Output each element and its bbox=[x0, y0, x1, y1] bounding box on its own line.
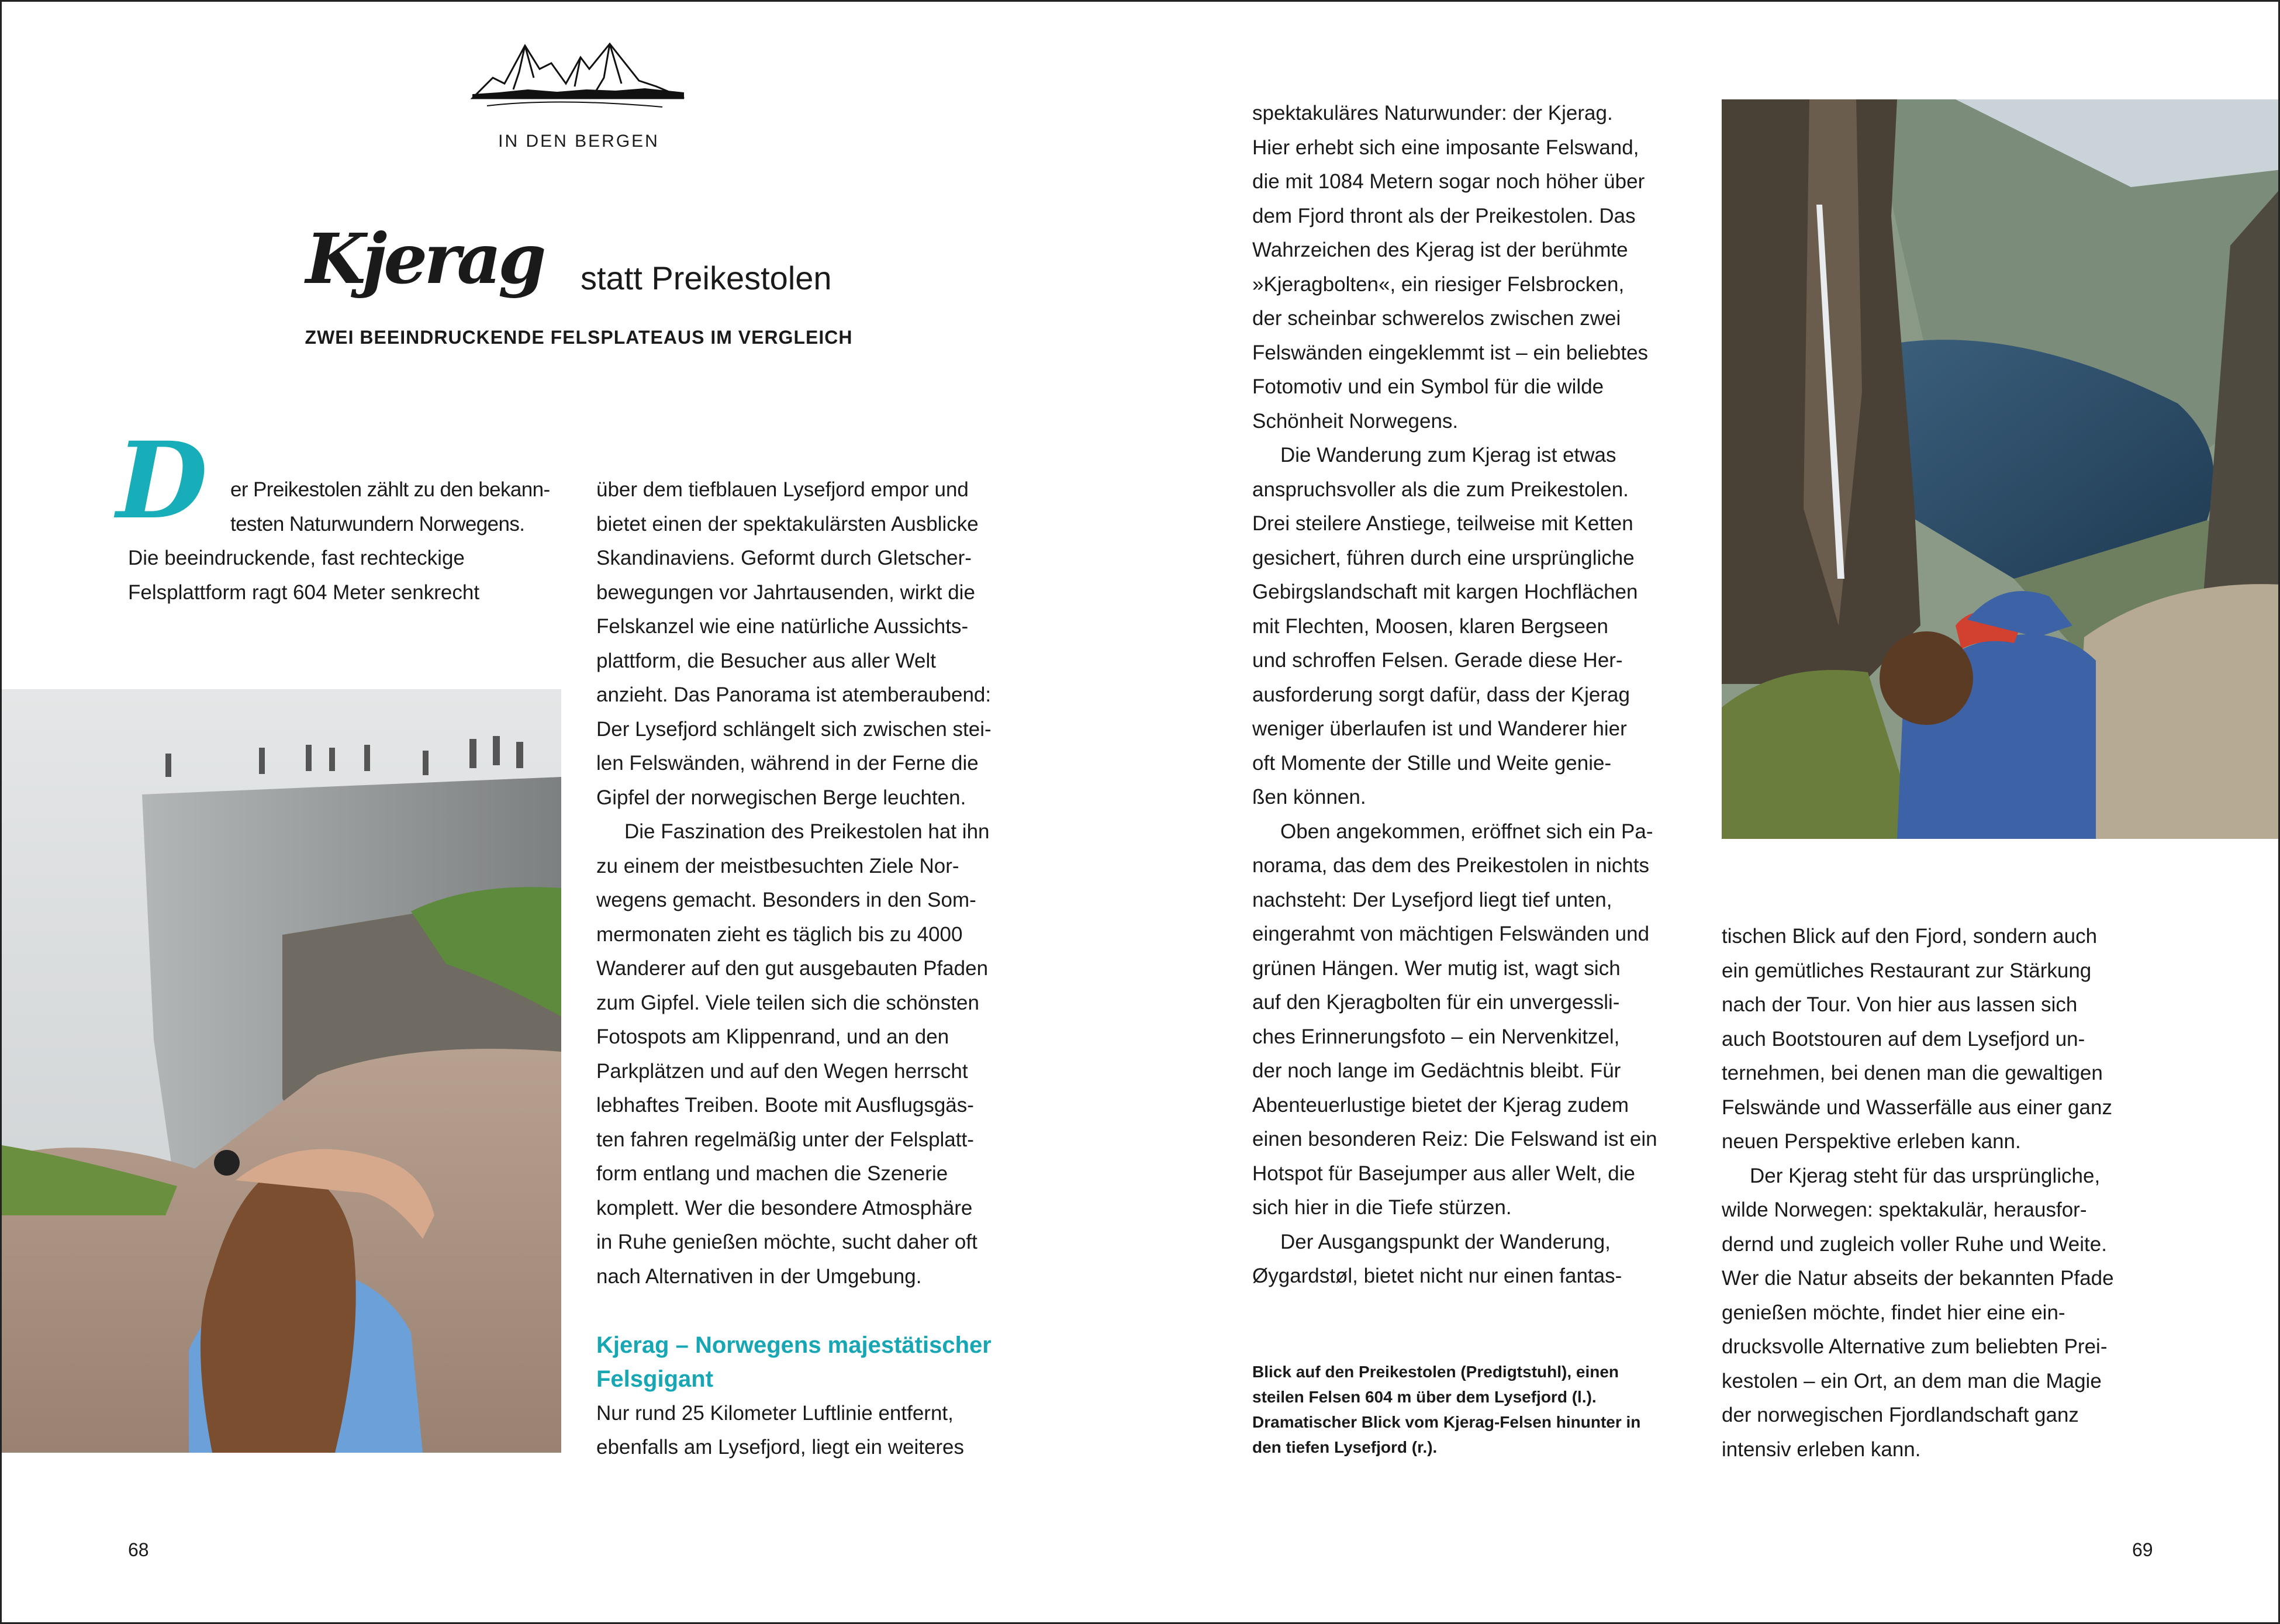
text-line: ten fahren regelmäßig unter der Felsplatt- bbox=[596, 1128, 974, 1151]
text-line: Fotomotiv und ein Symbol für die wilde bbox=[1252, 375, 1604, 398]
text-line: Oben angekommen, eröffnet sich ein Pa- bbox=[1280, 820, 1653, 843]
photo-caption bbox=[1252, 1359, 1640, 1460]
text-line: wegens gemacht. Besonders in den Som- bbox=[596, 889, 976, 911]
text-line: Wahrzeichen des Kjerag ist der berühmte bbox=[1252, 239, 1628, 261]
text-line: kestolen – ein Ort, an dem man die Magie bbox=[1722, 1369, 2102, 1393]
text-line: nach Alternativen in der Umgebung. bbox=[596, 1264, 922, 1288]
title-script: Kjerag bbox=[306, 218, 543, 299]
text-line: spektakuläres Naturwunder: der Kjerag. bbox=[1252, 102, 1613, 125]
text-line: der norwegischen Fjordlandschaft ganz bbox=[1722, 1404, 2079, 1426]
section-kicker: IN DEN BERGEN bbox=[498, 132, 659, 151]
text-line: Die Faszination des Preikestolen hat ihn bbox=[624, 820, 990, 843]
text-line: einen besonderen Reiz: Die Felswand ist ein bbox=[1252, 1128, 1657, 1150]
text-line: komplett. Wer die besondere Atmosphäre bbox=[596, 1196, 973, 1219]
text-line: ßen können. bbox=[1252, 786, 1366, 808]
text-line: der scheinbar schwerelos zwischen zwei bbox=[1252, 307, 1621, 330]
text-line: »Kjeragbolten«, ein riesiger Felsbrocken, bbox=[1252, 272, 1625, 296]
text-line: len Felswänden, während in der Ferne die bbox=[596, 752, 979, 775]
text-line: auch Bootstouren auf dem Lysefjord un- bbox=[1722, 1027, 2085, 1051]
page-number-right: 69 bbox=[2132, 1539, 2153, 1560]
text-column-2 bbox=[596, 473, 992, 1465]
text-line: Wer die Natur abseits der bekannten Pfade bbox=[1722, 1267, 2114, 1290]
text-line: Abenteuerlustige bietet der Kjerag zudem bbox=[1252, 1093, 1629, 1117]
text-line: ches Erinnerungsfoto – ein Nervenkitzel, bbox=[1252, 1025, 1620, 1048]
mountain-illustration-icon bbox=[469, 37, 687, 110]
text-line: anspruchsvoller als die zum Preikestolen. bbox=[1252, 478, 1629, 501]
text-line: auf den Kjeragbolten für ein unvergessli- bbox=[1252, 991, 1620, 1014]
text-line: Wanderer auf den gut ausgebauten Pfaden bbox=[596, 957, 989, 980]
text-line: die mit 1084 Metern sogar noch höher über bbox=[1252, 170, 1645, 193]
photo-kjerag bbox=[1722, 99, 2280, 839]
text-line: dernd und zugleich voller Ruhe und Weite. bbox=[1722, 1232, 2107, 1256]
text-line: Nur rund 25 Kilometer Luftlinie entfernt, bbox=[596, 1401, 954, 1425]
text-line: Schönheit Norwegens. bbox=[1252, 409, 1459, 433]
text-line: genießen möchte, findet hier eine ein- bbox=[1722, 1301, 2065, 1324]
photo-preikestolen bbox=[2, 689, 561, 1453]
text-line: Felskanzel wie eine natürliche Aussichts- bbox=[596, 615, 969, 638]
text-line: nachsteht: Der Lysefjord liegt tief unten, bbox=[1252, 888, 1612, 911]
text-line: mit Flechten, Moosen, klaren Bergseen bbox=[1252, 614, 1608, 638]
page-title bbox=[306, 218, 949, 329]
text-column-3 bbox=[1252, 96, 1657, 1294]
caption-line: steilen Felsen 604 m über dem Lysefjord (l.). bbox=[1252, 1388, 1597, 1406]
text-line: oft Momente der Stille und Weite genie- bbox=[1252, 751, 1612, 775]
text-line: Gebirgslandschaft mit kargen Hochflächen bbox=[1252, 581, 1638, 603]
drop-cap: D bbox=[116, 419, 208, 543]
text-line: form entlang und machen die Szenerie bbox=[596, 1162, 948, 1185]
text-line: neuen Perspektive erleben kann. bbox=[1722, 1130, 2021, 1153]
text-line: ebenfalls am Lysefjord, liegt ein weiteres bbox=[596, 1436, 965, 1459]
text-line: zum Gipfel. Viele teilen sich die schönsten bbox=[596, 991, 979, 1014]
title-rest: statt Preikestolen bbox=[581, 260, 832, 296]
text-line: norama, das dem des Preikestolen in nichts bbox=[1252, 854, 1649, 877]
text-line: Parkplätzen und auf den Wegen herrscht bbox=[596, 1059, 968, 1083]
text-line: anzieht. Das Panorama ist atemberaubend: bbox=[596, 683, 992, 706]
text-line: Felswände und Wasserfälle aus einer ganz bbox=[1722, 1096, 2112, 1119]
text-line: ein gemütliches Restaurant zur Stärkung bbox=[1722, 959, 2092, 982]
text-line: Hotspot für Basejumper aus aller Welt, die bbox=[1252, 1162, 1635, 1185]
text-line: dem Fjord thront als der Preikestolen. Das bbox=[1252, 204, 1636, 227]
text-line: Die beeindruckende, fast rechteckige bbox=[128, 547, 465, 569]
text-line: ternehmen, bei denen man die gewaltigen bbox=[1722, 1062, 2103, 1084]
text-column-1 bbox=[128, 473, 550, 610]
text-line: der noch lange im Gedächtnis bleibt. Für bbox=[1252, 1059, 1621, 1082]
text-line: Der Lysefjord schlängelt sich zwischen stei- bbox=[596, 717, 992, 741]
caption-line: Dramatischer Blick vom Kjerag-Felsen hinunter in bbox=[1252, 1413, 1641, 1431]
text-line: bietet einen der spektakulärsten Ausblicke bbox=[596, 512, 979, 535]
text-line: ausforderung sorgt dafür, dass der Kjerag bbox=[1252, 683, 1630, 706]
caption-line: den tiefen Lysefjord (r.). bbox=[1252, 1438, 1438, 1456]
text-line: Hier erhebt sich eine imposante Felswand, bbox=[1252, 136, 1639, 159]
text-line: zu einem der meistbesuchten Ziele Nor- bbox=[596, 854, 959, 877]
page-subtitle: ZWEI BEEINDRUCKENDE FELSPLATEAUS IM VERGLEICH bbox=[305, 327, 853, 348]
text-line: intensiv erleben kann. bbox=[1722, 1438, 1921, 1461]
text-line: eingerahmt von mächtigen Felswänden und bbox=[1252, 922, 1650, 945]
text-line: und schroffen Felsen. Gerade diese Her- bbox=[1252, 649, 1623, 672]
text-line: Skandinaviens. Geformt durch Gletscher- bbox=[596, 547, 972, 569]
text-line: plattform, die Besucher aus aller Welt bbox=[596, 649, 937, 672]
text-line: Felsplattform ragt 604 Meter senkrecht bbox=[128, 581, 480, 604]
text-line: Fotospots am Klippenrand, und an den bbox=[596, 1025, 949, 1048]
text-line: weniger überlaufen ist und Wanderer hier bbox=[1252, 717, 1627, 740]
text-line: wilde Norwegen: spektakulär, herausfor- bbox=[1722, 1198, 2087, 1221]
section-heading-line: Felsgigant bbox=[596, 1366, 714, 1392]
text-line: Felswänden eingeklemmt ist – ein beliebtes bbox=[1252, 341, 1649, 364]
text-line: lebhaftes Treiben. Boote mit Ausflugsgäs- bbox=[596, 1094, 974, 1117]
page-number-left: 68 bbox=[128, 1539, 149, 1560]
text-line: drucksvolle Alternative zum beliebten Prei- bbox=[1722, 1335, 2108, 1358]
text-line: bewegungen vor Jahrtausenden, wirkt die bbox=[596, 581, 975, 604]
text-line: nach der Tour. Von hier aus lassen sich bbox=[1722, 993, 2078, 1016]
text-line: Der Kjerag steht für das ursprüngliche, bbox=[1750, 1164, 2101, 1187]
text-line: Øygardstøl, bietet nicht nur einen fantas- bbox=[1252, 1264, 1622, 1287]
text-line: gesichert, führen durch eine ursprüngliche bbox=[1252, 546, 1635, 569]
text-line: tischen Blick auf den Fjord, sondern auch bbox=[1722, 925, 2098, 948]
text-line: in Ruhe genießen möchte, sucht daher oft bbox=[596, 1231, 977, 1253]
text-line bbox=[596, 1294, 992, 1328]
text-line: grünen Hängen. Wer mutig ist, wagt sich bbox=[1252, 956, 1621, 980]
text-line: er Preikestolen zählt zu den bekann- bbox=[230, 478, 550, 501]
caption-line: Blick auf den Preikestolen (Predigtstuhl), einen bbox=[1252, 1363, 1619, 1381]
text-line: über dem tiefblauen Lysefjord empor und bbox=[596, 478, 969, 501]
text-column-4 bbox=[1722, 920, 2114, 1467]
text-line: Drei steilere Anstiege, teilweise mit Ketten bbox=[1252, 512, 1633, 535]
text-line: sich hier in die Tiefe stürzen. bbox=[1252, 1196, 1512, 1219]
text-line: Die Wanderung zum Kjerag ist etwas bbox=[1280, 444, 1616, 467]
text-line: mermonaten zieht es täglich bis zu 4000 bbox=[596, 922, 963, 946]
text-line: Gipfel der norwegischen Berge leuchten. bbox=[596, 786, 966, 809]
section-heading-line: Kjerag – Norwegens majestätischer bbox=[596, 1332, 992, 1358]
text-line: testen Naturwundern Norwegens. bbox=[230, 512, 525, 535]
text-line: Der Ausgangspunkt der Wanderung, bbox=[1280, 1230, 1611, 1253]
